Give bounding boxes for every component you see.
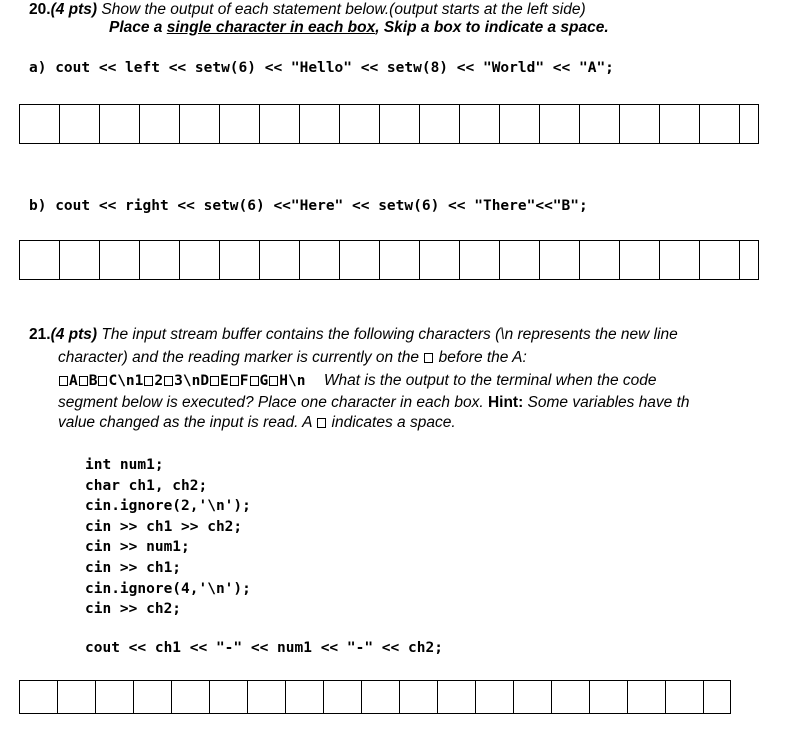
answer-box[interactable] (699, 240, 740, 280)
answer-box[interactable] (19, 104, 60, 144)
answer-box[interactable] (459, 240, 500, 280)
answer-box[interactable] (209, 680, 248, 714)
q20-line2-start: Place a (109, 19, 167, 36)
buffer-char: G (259, 373, 269, 389)
answer-box[interactable] (659, 240, 700, 280)
q20-number: 20. (29, 1, 51, 18)
q21-answer-grid (19, 680, 730, 714)
q21-line1: The input stream buffer contains the following characters (\n represents the new line (97, 326, 678, 343)
code-line: cin >> num1; (85, 539, 190, 556)
q20a-answer-grid (19, 104, 758, 144)
q20-instruction-line2 (109, 19, 609, 37)
buffer-char: E (220, 373, 229, 389)
buffer-char: 2 (154, 373, 164, 389)
answer-box[interactable] (665, 680, 704, 714)
answer-box[interactable] (19, 240, 60, 280)
q20a-statement (29, 60, 614, 76)
answer-box[interactable] (513, 680, 552, 714)
answer-box[interactable] (171, 680, 210, 714)
q21-code-block (85, 455, 251, 620)
answer-box[interactable] (699, 104, 740, 144)
q21-hint-label: Hint: (487, 394, 524, 411)
q21-line3 (58, 372, 657, 390)
buffer-char: C\n1 (108, 373, 144, 389)
answer-box[interactable] (139, 104, 180, 144)
answer-box[interactable] (59, 104, 100, 144)
q20-points: (4 pts) (50, 1, 98, 18)
answer-box[interactable] (399, 680, 438, 714)
q20b-statement (29, 198, 588, 214)
answer-box[interactable] (133, 680, 172, 714)
answer-box[interactable] (579, 104, 620, 144)
q20-instruction: Show the output of each statement below.(output starts at the left side) (97, 1, 586, 18)
q21-line4-text: segment below is executed? Place one character in each box. (58, 394, 488, 411)
answer-box[interactable] (551, 680, 590, 714)
q21-hint-text: Some variables have th (523, 394, 690, 411)
input-buffer-contents (58, 373, 305, 389)
q21-line5 (58, 414, 456, 432)
answer-box[interactable] (361, 680, 400, 714)
answer-box[interactable] (619, 240, 660, 280)
answer-box[interactable] (339, 240, 380, 280)
code-line: cin >> ch1; (85, 559, 182, 576)
answer-box[interactable] (99, 240, 140, 280)
buffer-char: A (69, 373, 78, 389)
q21-line2-text: character) and the reading marker is currently on the (58, 349, 419, 366)
answer-box[interactable] (499, 240, 540, 280)
q21-line2-end: before the A: (438, 349, 527, 366)
space-box-icon (144, 376, 153, 386)
answer-box[interactable] (627, 680, 666, 714)
answer-box[interactable] (499, 104, 540, 144)
q20a-label: a) (29, 60, 56, 76)
space-box-icon (250, 376, 259, 386)
answer-box[interactable] (247, 680, 286, 714)
code-line: char ch1, ch2; (85, 477, 208, 494)
answer-box[interactable] (323, 680, 362, 714)
answer-box[interactable] (19, 680, 58, 714)
code-line: cin.ignore(4,'\n'); (85, 580, 251, 597)
answer-box[interactable] (739, 104, 759, 144)
answer-box[interactable] (179, 104, 220, 144)
space-box-icon (210, 376, 219, 386)
answer-box[interactable] (539, 240, 580, 280)
q21-points: (4 pts) (50, 326, 98, 343)
answer-box[interactable] (379, 240, 420, 280)
answer-box[interactable] (579, 240, 620, 280)
q21-number: 21. (29, 326, 51, 343)
space-box-icon (269, 376, 278, 386)
space-box-icon (230, 376, 239, 386)
space-box-icon (79, 376, 88, 386)
answer-box[interactable] (95, 680, 134, 714)
q21-cout-line: cout << ch1 << "-" << num1 << "-" << ch2; (85, 640, 443, 656)
answer-box[interactable] (589, 680, 628, 714)
space-box-icon (98, 376, 107, 386)
answer-box[interactable] (703, 680, 731, 714)
q21-line4 (58, 394, 690, 412)
answer-box[interactable] (475, 680, 514, 714)
answer-box[interactable] (419, 240, 460, 280)
answer-box[interactable] (437, 680, 476, 714)
q21-header (29, 326, 678, 344)
buffer-char: H\n (279, 373, 306, 389)
answer-box[interactable] (259, 240, 300, 280)
answer-box[interactable] (739, 240, 759, 280)
space-box-icon (164, 376, 173, 386)
code-line: cin >> ch1 >> ch2; (85, 518, 243, 535)
answer-box[interactable] (459, 104, 500, 144)
q20a-code: cout << left << setw(6) << "Hello" << setw(8) << "World" << "A"; (55, 60, 614, 76)
q20-line2-end: , Skip a box to indicate a space. (375, 19, 609, 36)
space-box-icon (59, 376, 68, 386)
buffer-char: B (88, 373, 98, 389)
answer-box[interactable] (299, 240, 340, 280)
answer-box[interactable] (419, 104, 460, 144)
answer-box[interactable] (299, 104, 340, 144)
answer-box[interactable] (99, 104, 140, 144)
answer-box[interactable] (285, 680, 324, 714)
answer-box[interactable] (59, 240, 100, 280)
buffer-char: F (239, 373, 249, 389)
answer-box[interactable] (219, 104, 260, 144)
answer-box[interactable] (139, 240, 180, 280)
code-line: cin >> ch2; (85, 601, 182, 618)
q21-question: What is the output to the terminal when the code (323, 372, 657, 389)
q21-line5-text: value changed as the input is read. A (58, 414, 312, 431)
q20-line2-underlined: single character in each box (166, 19, 376, 36)
space-box-icon (317, 418, 326, 428)
answer-box[interactable] (259, 104, 300, 144)
q20-header (29, 1, 586, 19)
q21-line2 (58, 349, 527, 367)
space-box-icon (424, 353, 433, 363)
answer-box[interactable] (179, 240, 220, 280)
answer-box[interactable] (539, 104, 580, 144)
q21-line5-end: indicates a space. (331, 414, 456, 431)
code-line: int num1; (85, 457, 164, 473)
answer-box[interactable] (339, 104, 380, 144)
code-line: cin.ignore(2,'\n'); (85, 498, 251, 515)
answer-box[interactable] (219, 240, 260, 280)
buffer-char: 3\nD (174, 373, 210, 389)
answer-box[interactable] (619, 104, 660, 144)
q20b-answer-grid (19, 240, 758, 280)
answer-box[interactable] (379, 104, 420, 144)
answer-box[interactable] (57, 680, 96, 714)
q20b-code: cout << right << setw(6) <<"Here" << setw(6) << "There"<<"B"; (55, 198, 588, 214)
q20b-label: b) (29, 198, 56, 214)
answer-box[interactable] (659, 104, 700, 144)
